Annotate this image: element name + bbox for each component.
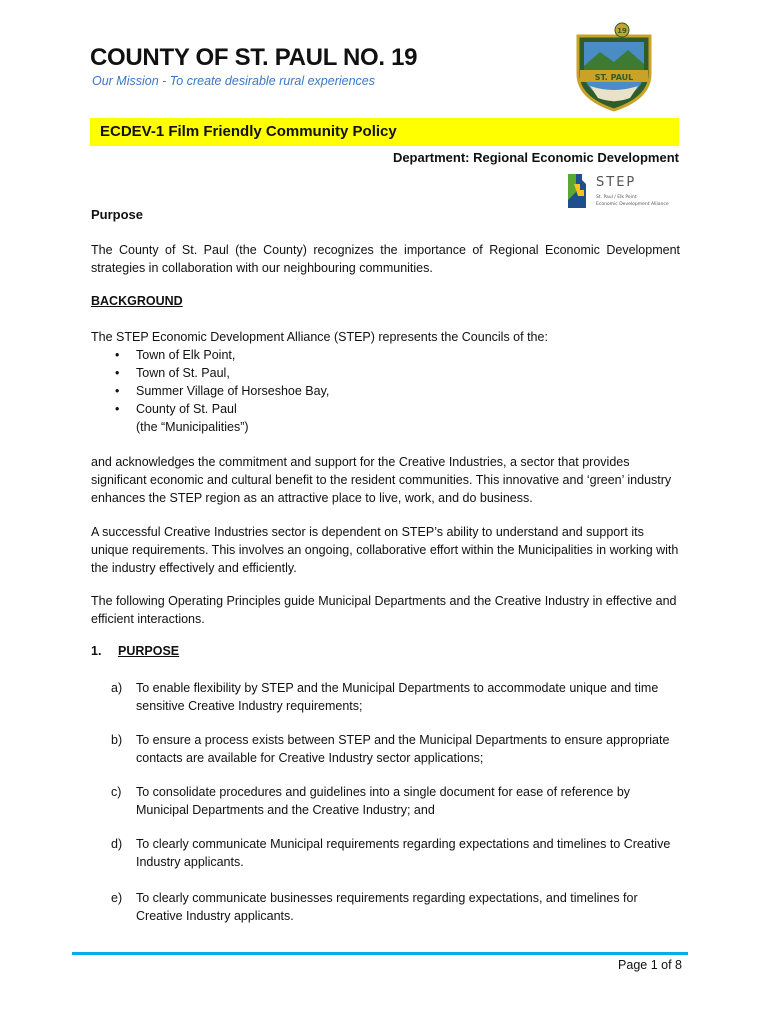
list-item: • Town of St. Paul,: [115, 366, 230, 380]
background-heading: BACKGROUND: [91, 294, 183, 308]
purpose-item-a: a) To enable flexibility by STEP and the Municipal Departments to accommodate unique and time sensitive Creative Industry requirements;: [111, 681, 659, 713]
step-alliance-logo: [564, 170, 680, 210]
page-number: Page 1 of 8: [618, 958, 682, 972]
purpose-item-e: e) To clearly communicate businesses requirements regarding expectations, and timelines for Creative Industry applicants.: [111, 891, 638, 923]
policy-title-bar: [90, 118, 679, 146]
municipality-list: [91, 346, 680, 418]
list-item: • Summer Village of Horseshoe Bay,: [115, 384, 330, 398]
purpose-paragraph: The County of St. Paul (the County) recognizes the importance of Regional Economic Development strategies in collaboration with our neighbouring communities.: [91, 243, 680, 275]
purpose-heading: Purpose: [91, 207, 144, 222]
county-crest-logo: [570, 22, 658, 112]
footer-rule: [72, 952, 688, 955]
municipalities-note: (the “Municipalities”): [136, 420, 249, 434]
section-title: PURPOSE: [118, 644, 180, 658]
list-item: • County of St. Paul: [115, 402, 237, 416]
background-paragraph-3: The following Operating Principles guide Municipal Departments and the Creative Industry in effective and efficient interactions.: [91, 594, 677, 626]
svg-text:Economic Development Alliance: Economic Development Alliance: [596, 202, 669, 207]
background-intro: The STEP Economic Development Alliance (STEP) represents the Councils of the:: [91, 330, 548, 344]
background-paragraph-2: A successful Creative Industries sector is dependent on STEP’s ability to understand and support its unique requirements. This involves an ongoing, collaborative effort within the Municipalities in working with the industry effectively and efficiently.: [91, 525, 679, 575]
svg-text:STEP: STEP: [596, 175, 637, 190]
purpose-item-d: d) To clearly communicate Municipal requirements regarding expectations and timelines to Creative Industry applicants.: [111, 837, 671, 869]
svg-text:ST. PAUL: ST. PAUL: [594, 73, 634, 82]
purpose-item-c: c) To consolidate procedures and guidelines into a single document for ease of reference by Municipal Departments and the Creative Industry; and: [111, 785, 631, 817]
list-item: • Town of Elk Point,: [115, 348, 236, 362]
section-number: 1.: [91, 644, 102, 658]
purpose-item-b: b) To ensure a process exists between STEP and the Municipal Departments to ensure appropriate contacts are available for Creative Industry sector applications;: [111, 733, 670, 765]
county-title: COUNTY OF ST. PAUL NO. 19: [90, 44, 418, 71]
mission-statement: Our Mission - To create desirable rural experiences: [92, 74, 375, 88]
policy-title: ECDEV-1 Film Friendly Community Policy: [100, 123, 397, 140]
department-label: Department: Regional Economic Development: [392, 150, 679, 165]
svg-text:St. Paul / Elk Point: St. Paul / Elk Point: [596, 195, 637, 200]
background-paragraph-1: and acknowledges the commitment and support for the Creative Industries, a sector that provides significant economic and cultural benefit to the resident communities. This innovative and ‘green’ industry enhances the STEP region as an attractive place to live, work, and do business.: [91, 455, 672, 505]
svg-text:19: 19: [617, 27, 627, 35]
